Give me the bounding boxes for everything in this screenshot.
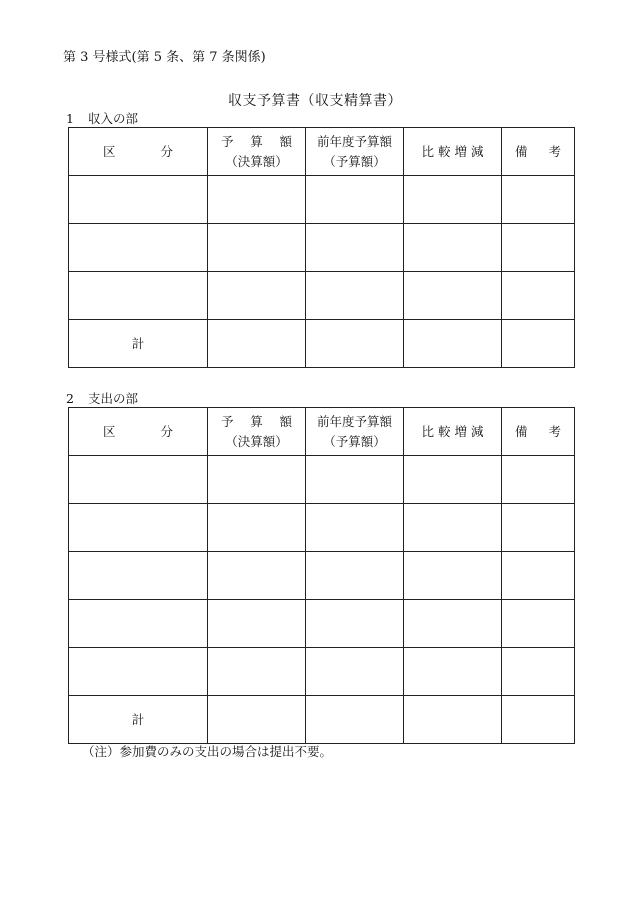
- cell[interactable]: [502, 320, 575, 368]
- cell[interactable]: [502, 552, 575, 600]
- cell[interactable]: [404, 600, 502, 648]
- header-remarks: 備 考: [502, 128, 575, 176]
- expense-row-5: [69, 648, 575, 696]
- expense-section-label: 支出の部: [88, 391, 139, 406]
- cell[interactable]: [69, 456, 208, 504]
- cell[interactable]: [69, 552, 208, 600]
- income-header-row: [69, 128, 575, 176]
- cell[interactable]: [306, 504, 404, 552]
- cell[interactable]: [404, 696, 502, 744]
- expense-section-title: [66, 389, 138, 407]
- expense-total-row: [69, 696, 575, 744]
- cell[interactable]: [404, 176, 502, 224]
- income-total-label: 計: [69, 320, 208, 368]
- footnote: （注）参加費のみの支出の場合は提出不要。: [82, 744, 333, 759]
- cell[interactable]: [404, 504, 502, 552]
- cell[interactable]: [404, 552, 502, 600]
- income-row-1: [69, 176, 575, 224]
- cell[interactable]: [69, 272, 208, 320]
- expense-table: [68, 407, 575, 744]
- header-compare: 比 較 増 減: [404, 128, 502, 176]
- cell[interactable]: [208, 504, 306, 552]
- expense-row-2: [69, 504, 575, 552]
- cell[interactable]: [306, 272, 404, 320]
- cell[interactable]: [69, 224, 208, 272]
- expense-row-4: [69, 600, 575, 648]
- cell[interactable]: [306, 320, 404, 368]
- header-previous-year: 前年度予算額 （予算額）: [306, 408, 404, 456]
- cell[interactable]: [306, 176, 404, 224]
- income-row-3: [69, 272, 575, 320]
- cell[interactable]: [208, 224, 306, 272]
- cell[interactable]: [208, 320, 306, 368]
- cell[interactable]: [404, 320, 502, 368]
- cell[interactable]: [502, 272, 575, 320]
- form-number: 第 3 号様式(第 5 条、第 7 条関係): [63, 50, 266, 65]
- expense-row-1: [69, 456, 575, 504]
- cell[interactable]: [208, 696, 306, 744]
- cell[interactable]: [69, 648, 208, 696]
- cell[interactable]: [502, 176, 575, 224]
- income-section-number: 1: [66, 111, 74, 126]
- cell[interactable]: [502, 600, 575, 648]
- cell[interactable]: [404, 272, 502, 320]
- header-compare: 比 較 増 減: [404, 408, 502, 456]
- cell[interactable]: [306, 224, 404, 272]
- cell[interactable]: [208, 456, 306, 504]
- cell[interactable]: [208, 648, 306, 696]
- cell[interactable]: [69, 600, 208, 648]
- cell[interactable]: [208, 552, 306, 600]
- cell[interactable]: [502, 504, 575, 552]
- cell[interactable]: [69, 504, 208, 552]
- cell[interactable]: [404, 648, 502, 696]
- cell[interactable]: [502, 696, 575, 744]
- cell[interactable]: [502, 224, 575, 272]
- cell[interactable]: [208, 176, 306, 224]
- header-budget: 予 算 額 （決算額）: [208, 408, 306, 456]
- header-remarks: 備 考: [502, 408, 575, 456]
- expense-row-3: [69, 552, 575, 600]
- header-category: 区 分: [69, 408, 208, 456]
- income-section-label: 収入の部: [88, 111, 139, 126]
- expense-total-label: 計: [69, 696, 208, 744]
- income-total-row: [69, 320, 575, 368]
- expense-header-row: [69, 408, 575, 456]
- cell[interactable]: [502, 648, 575, 696]
- cell[interactable]: [404, 456, 502, 504]
- income-section-title: [66, 109, 138, 127]
- cell[interactable]: [404, 224, 502, 272]
- income-row-2: [69, 224, 575, 272]
- header-previous-year: 前年度予算額 （予算額）: [306, 128, 404, 176]
- header-budget: 予 算 額 （決算額）: [208, 128, 306, 176]
- cell[interactable]: [208, 272, 306, 320]
- cell[interactable]: [502, 456, 575, 504]
- cell[interactable]: [306, 600, 404, 648]
- cell[interactable]: [306, 696, 404, 744]
- cell[interactable]: [306, 648, 404, 696]
- cell[interactable]: [69, 176, 208, 224]
- header-category: 区 分: [69, 128, 208, 176]
- income-table: [68, 127, 575, 368]
- cell[interactable]: [208, 600, 306, 648]
- cell[interactable]: [306, 552, 404, 600]
- document-title: 収支予算書（収支精算書）: [228, 93, 402, 109]
- cell[interactable]: [306, 456, 404, 504]
- expense-section-number: 2: [66, 391, 74, 406]
